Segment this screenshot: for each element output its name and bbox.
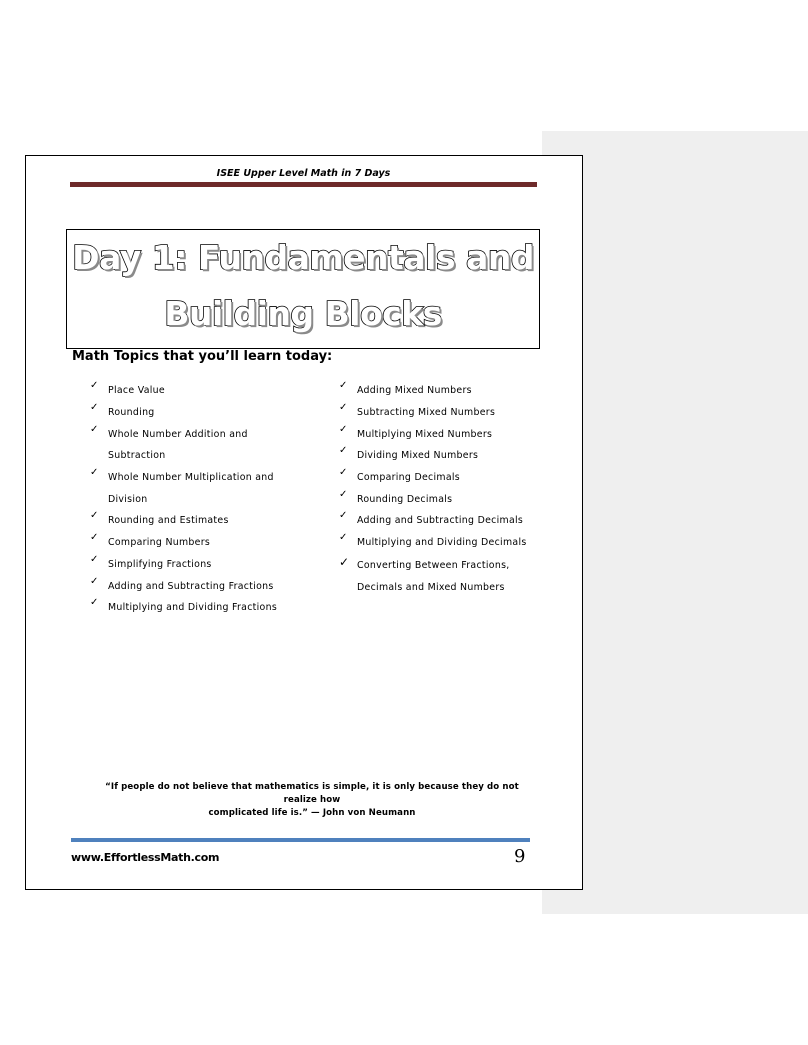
quote-line-2: complicated life is.” — John von Neumann <box>208 808 416 818</box>
checkmark-icon: ✓ <box>90 532 99 543</box>
checkmark-icon: ✓ <box>90 554 99 565</box>
checkmark-icon: ✓ <box>339 555 350 569</box>
title-box <box>66 229 540 349</box>
header-rule <box>70 182 537 187</box>
checkmark-icon: ✓ <box>339 467 348 478</box>
title-line-2: Building Blocks <box>164 294 442 333</box>
topics-heading: Math Topics that you’ll learn today: <box>72 349 333 364</box>
checkmark-icon: ✓ <box>90 402 99 413</box>
footer-rule <box>71 838 530 842</box>
checkmark-icon: ✓ <box>90 380 99 391</box>
checkmark-icon: ✓ <box>90 576 99 587</box>
page-number: 9 <box>514 846 526 867</box>
quote <box>100 781 524 820</box>
checkmark-icon: ✓ <box>339 402 348 413</box>
checkmark-icon: ✓ <box>339 489 348 500</box>
checkmark-icon: ✓ <box>90 424 99 435</box>
quote-line-1: “If people do not believe that mathematics is simple, it is only because they do not realize how <box>105 782 519 805</box>
title-line-1: Day 1: Fundamentals and <box>72 238 534 277</box>
checkmark-icon: ✓ <box>339 424 348 435</box>
checkmark-icon: ✓ <box>90 467 99 478</box>
running-header: ISEE Upper Level Math in 7 Days <box>216 168 391 179</box>
footer-url: www.EffortlessMath.com <box>71 851 220 864</box>
checkmark-icon: ✓ <box>339 380 348 391</box>
checkmark-icon: ✓ <box>339 510 348 521</box>
checkmark-icon: ✓ <box>90 597 99 608</box>
checkmark-icon: ✓ <box>90 510 99 521</box>
checkmark-icon: ✓ <box>339 445 348 456</box>
checkmark-icon: ✓ <box>339 532 348 543</box>
